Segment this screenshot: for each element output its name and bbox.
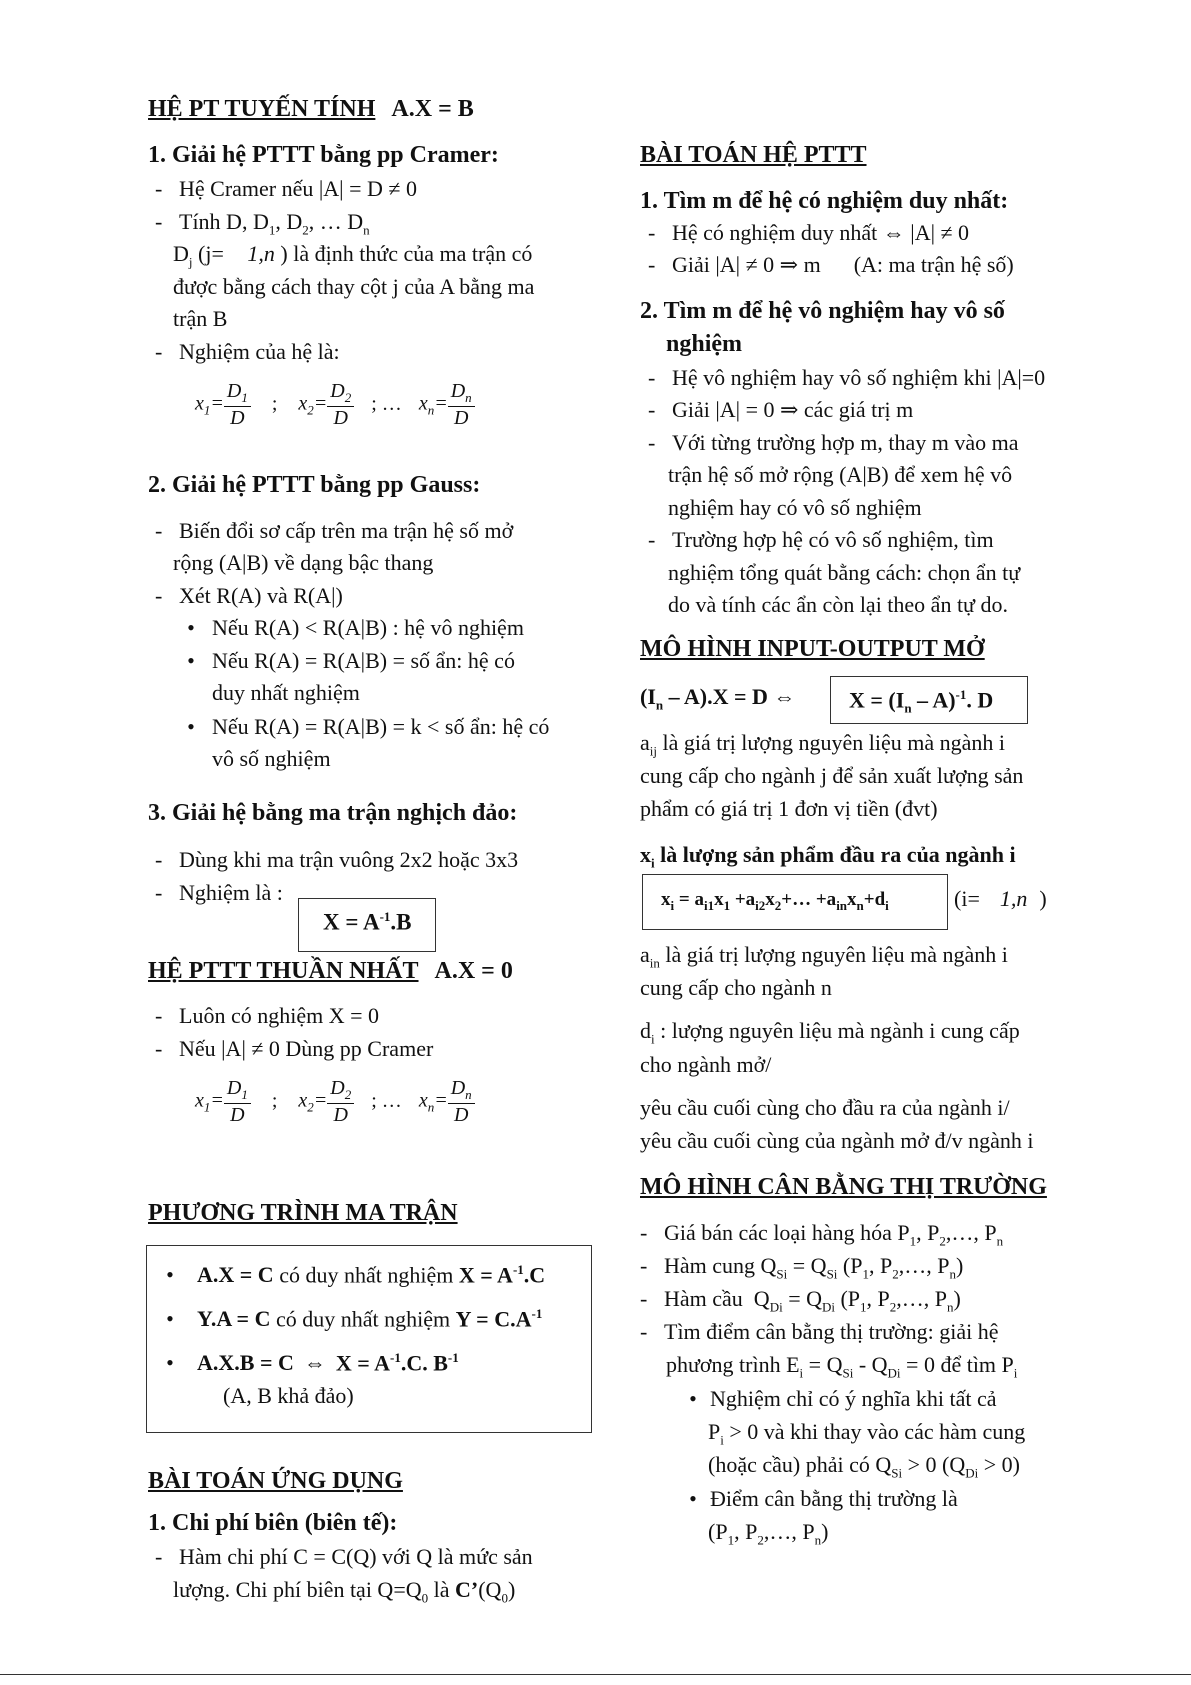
apps-line-1: - Hàm chi phí C = C(Q) với Q là mức sản [155,1544,533,1569]
market-line-2: - Hàm cung $Q_{Si} = Q_{Si}$ ($P_1$, $P_2,\dots$, $P_n$) [640,1253,964,1282]
io-eq-left: $(I_n - A).X = D$ ⇔ [640,684,796,713]
gauss-bullet-3b: vô số nghiệm [212,746,331,771]
no-solution-line-7: nghiệm tổng quát bằng cách: chọn ẩn tự [668,560,1021,585]
io-para-1c: phẩm có giá trị 1 đơn vị tiền (đvt) [640,796,938,821]
io-para-1a: $a_{ij}$ là giá trị lượng nguyên liệu mà ngành i [640,730,1005,759]
gauss-line-3: - Xét R(A) và R(A|) [155,583,343,608]
cramer-line-4: được bằng cách thay cột j của A bằng ma [173,274,535,299]
io-para-3a: $d_i$ : lượng nguyên liệu mà ngành i cung cấp [640,1018,1020,1047]
gauss-bullet-1: • Nếu R(A) < R(A|B) : hệ vô nghiệm [187,615,524,640]
matrix-eq-item-2: • Y.A = C có duy nhất nghiệm $Y = C.A^{-1}$ [166,1306,543,1332]
market-line-3: - Hàm cầu $Q_{Di} = Q_{Di}$ ($P_1$, $P_2,\dots$, $P_n$) [640,1286,961,1315]
market-line-1: - Giá bán các loại hàng hóa $P_1$, $P_2,\dots$, $P_n$ [640,1220,1004,1249]
cramer-line-6: - Nghiệm của hệ là: [155,339,340,364]
market-bullet-1c: (hoặc cầu) phải có $Q_{Si} > 0$ $(Q_{Di} > 0)$ [708,1452,1020,1481]
homog-line-1: - Luôn có nghiệm X = 0 [155,1003,379,1028]
io-xi-def: $x_i$ là lượng sản phẩm đầu ra của ngành i [640,842,1016,871]
io-para-4b: yêu cầu cuối cùng của ngành mở đ/v ngành i [640,1128,1034,1153]
matrix-eq-note: (A, B khả đảo) [223,1383,354,1408]
homog-line-2: - Nếu |A| ≠ 0 Dùng pp Cramer [155,1036,434,1061]
io-index-range: (i= 1,n ) [954,886,1047,911]
market-bullet-2: • Điểm cân bằng thị trường là [689,1486,958,1511]
io-para-2b: cung cấp cho ngành n [640,975,832,1000]
market-bullet-2b: ($P_1$, $P_2,\dots$, $P_n$) [708,1519,829,1548]
gauss-bullet-2: • Nếu R(A) = R(A|B) = số ẩn: hệ có [187,648,515,673]
io-eq-box: $X = (I_n - A)^{-1}$. D [830,676,1028,724]
cramer-heading: 1. Giải hệ PTTT bằng pp Cramer: [148,142,499,168]
cramer-line-3: $D_j$ (j= 1,n ) là định thức của ma trận có [173,241,533,270]
cramer-line-1: - Hệ Cramer nếu |A| = D ≠ 0 [155,176,417,201]
market-line-4: - Tìm điểm cân bằng thị trường: giải hệ [640,1319,999,1344]
io-para-3b: cho ngành mở/ [640,1052,772,1077]
no-solution-heading-2: nghiệm [666,331,743,357]
no-solution-line-2: - Giải |A| = 0 ⇒ các giá trị m [648,397,914,422]
unique-line-1: - Hệ có nghiệm duy nhất ⇔ |A| ≠ 0 [648,220,970,245]
io-para-2a: $a_{in}$ là giá trị lượng nguyên liệu mà ngành i [640,942,1008,971]
matrix-eq-box [146,1245,592,1433]
apps-line-2: lượng. Chi phí biên tại $Q=Q_0$ là $C’(Q_0)$ [173,1577,516,1606]
apps-title: BÀI TOÁN ỨNG DỤNG [148,1468,403,1494]
gauss-bullet-2b: duy nhất nghiệm [212,680,360,705]
system-problems-title: BÀI TOÁN HỆ PTTT [640,142,867,168]
cramer-line-5: trận B [173,306,228,331]
inverse-line-2: - Nghiệm là : [155,880,283,905]
matrix-eq-title: PHƯƠNG TRÌNH MA TRẬN [148,1200,458,1226]
no-solution-heading-1: 2. Tìm m để hệ vô nghiệm hay vô số [640,298,1005,324]
market-bullet-1: • Nghiệm chỉ có ý nghĩa khi tất cả [689,1386,997,1411]
inverse-line-1: - Dùng khi ma trận vuông 2x2 hoặc 3x3 [155,847,519,872]
gauss-heading: 2. Giải hệ PTTT bằng pp Gauss: [148,472,481,498]
gauss-line-2: rộng (A|B) về dạng bậc thang [173,550,434,575]
io-para-1b: cung cấp cho ngành j để sản xuất lượng sản [640,763,1024,788]
no-solution-line-8: do và tính các ẩn còn lại theo ẩn tự do. [668,592,1008,617]
cramer-line-2: - Tính D, $D_1$, $D_2$, … $D_n$ [155,209,370,238]
gauss-bullet-3: • Nếu R(A) = R(A|B) = k < số ẩn: hệ có [187,714,550,739]
inverse-heading: 3. Giải hệ bằng ma trận nghịch đảo: [148,800,518,826]
homog-title: HỆ PTTT THUẦN NHẤT A.X = 0 [148,958,513,984]
unique-solution-heading: 1. Tìm m để hệ có nghiệm duy nhất: [640,188,1009,214]
no-solution-line-1: - Hệ vô nghiệm hay vô số nghiệm khi |A|=0 [648,365,1046,390]
gauss-line-1: - Biến đổi sơ cấp trên ma trận hệ số mở [155,518,514,543]
io-title: MÔ HÌNH INPUT-OUTPUT MỞ [640,636,985,662]
inverse-formula-box: $X = A^{-1}.B$ [298,898,436,952]
page-bottom-rule [0,1674,1191,1685]
no-solution-line-4: trận hệ số mở rộng (A|B) để xem hệ vô [668,462,1013,487]
market-line-5: phương trình $E_i = Q_{Si} - Q_{Di} = 0$ để tìm $P_i$ [666,1352,1018,1381]
cramer-formula: $x_1=$ $\frac{D_1}{D}$ ; $x_2=$ $\frac{D_2}{D}$ ; … $x_n=$ $\frac{D_n}{D}$ [195,380,475,430]
market-title: MÔ HÌNH CÂN BẰNG THỊ TRƯỜNG [640,1174,1047,1200]
no-solution-line-3: - Với từng trường hợp m, thay m vào ma [648,430,1019,455]
no-solution-line-5: nghiệm hay có vô số nghiệm [668,495,922,520]
main-title: HỆ PT TUYẾN TÍNH A.X = B [148,96,474,122]
matrix-eq-item-1: • A.X = C có duy nhất nghiệm $X = A^{-1}.C$ [166,1262,546,1288]
homog-formula: $x_1=$ $\frac{D_1}{D}$ ; $x_2=$ $\frac{D_2}{D}$ ; … $x_n=$ $\frac{D_n}{D}$ [195,1077,475,1127]
market-bullet-1b: $P_i > 0$ và khi thay vào các hàm cung [708,1419,1026,1448]
io-xi-formula-box: $x_i = a_{i1}x_1$ $+a_{i2}x_2+\dots +a_{in}x_n+d_i$ [642,874,948,930]
no-solution-line-6: - Trường hợp hệ có vô số nghiệm, tìm [648,527,994,552]
apps-heading: 1. Chi phí biên (biên tế): [148,1510,398,1536]
matrix-eq-item-3: • A.X.B = C ⇔ $X = A^{-1}.C$. $B^{-1}$ [166,1350,459,1376]
io-para-4a: yêu cầu cuối cùng cho đầu ra của ngành i/ [640,1095,1010,1120]
unique-line-2: - Giải |A| ≠ 0 ⇒ m (A: ma trận hệ số) [648,252,1014,277]
